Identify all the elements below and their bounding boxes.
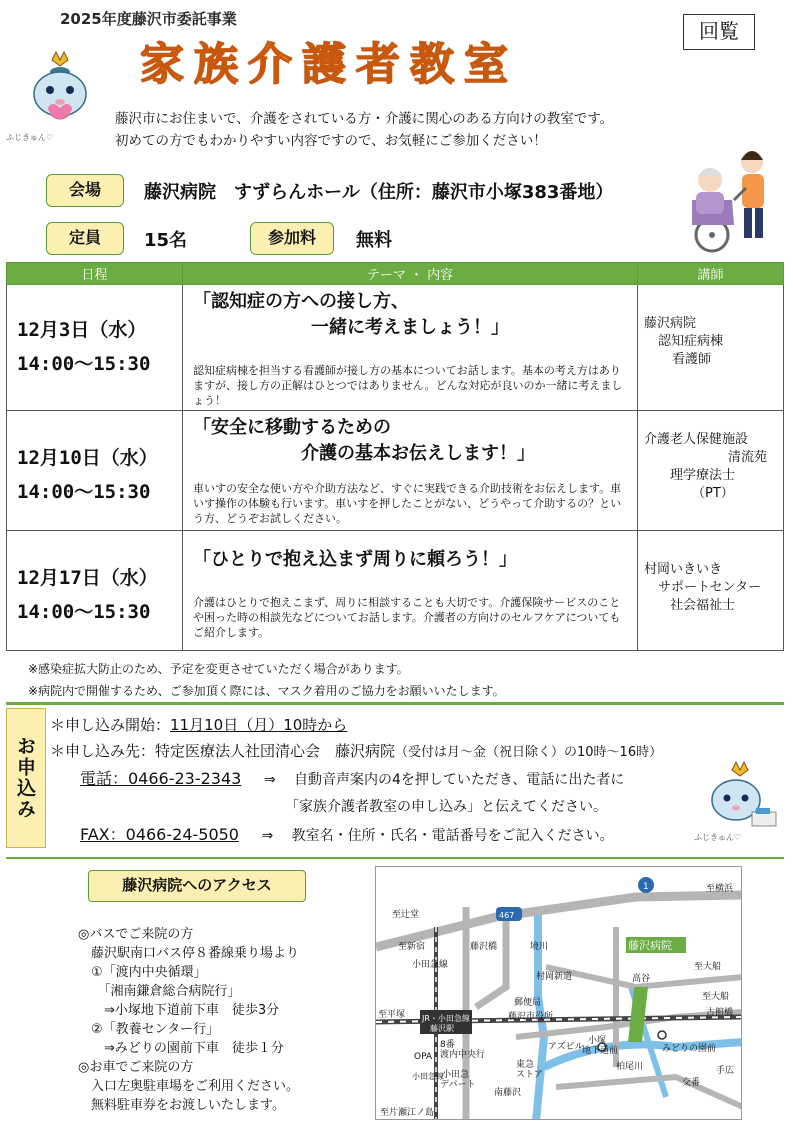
fax-row [80,822,614,849]
map-label: 地下道前 [582,1046,619,1056]
session-lecturer-cell [638,411,784,531]
phone-instruction-2: 「家族介護者教室の申し込み」と伝えてください。 [285,799,607,815]
arrow-icon: ⇒ [263,772,276,788]
map-label: 境川 [530,942,549,952]
header-theme: テーマ ・ 内容 [183,263,638,285]
map-label: 467 [499,911,515,920]
divider [6,857,784,859]
session-time: 14:00～15:30 [17,353,151,375]
session-theme-cell [183,411,638,531]
lecturer-line: 認知症病棟 [658,334,724,349]
application-side-label: お申込み [6,708,46,848]
map-label: 南藤沢 [494,1088,522,1098]
access-line: ⇒みどりの園前下車 徒歩１分 [78,1041,284,1056]
lecturer-line: （PT） [692,486,734,501]
map-labels [378,882,734,1118]
session-time: 14:00～15:30 [17,481,151,503]
session-date-cell [7,285,183,411]
fee-label: 参加料 [250,222,334,255]
session-description: 介護はひとりで抱えこまず、周りに相談することも大切です。介護保険サービスのことや困った時の相談先などについてお話します。介護者の方向けのセルフケアについてもご紹介します。 [193,596,621,639]
session-theme-cell [183,531,638,651]
divider [6,702,784,705]
session-theme-title-2: 介護の基本お伝えします！」 [301,443,535,464]
map-label: OPA [414,1052,433,1062]
fax-instruction: 教室名・住所・氏名・電話番号をご記入ください。 [291,828,614,844]
map-label: ストア [516,1070,543,1080]
access-directions [78,925,299,1115]
map-svg [376,867,742,1120]
mascot-icon [20,48,100,128]
table-row [7,531,784,651]
application-start-value: 11月10日（月）10時から [170,716,348,734]
application-destination [50,738,662,766]
map-label: 小田急線 [412,1072,444,1081]
note-line: ※病院内で開催するため、ご参加頂く際には、マスク着用のご協力をお願いいたします。 [28,684,505,698]
note-line: ※感染症拡大防止のため、予定を変更させていただく場合があります。 [28,662,409,676]
lecturer-line: 社会福祉士 [670,598,736,613]
lecturer-line: サポートセンター [658,580,762,595]
access-line: ②「教養センター行」 [78,1022,220,1037]
schedule-table [6,262,784,651]
session-description: 車いすの安全な使い方や介助方法など、すぐに実践できる介助技術をお伝えします。車いす操作の体験も行います。車いすを押したことがない、どうやって介助するの？という方、どうぞお試しください。 [193,482,622,525]
map-label: 藤沢病院 [628,939,672,952]
page-title: 家族介護者教室 [140,39,518,90]
access-line: ◎バスでご来院の方 [78,927,194,942]
table-row [7,411,784,531]
session-description: 認知症病棟を担当する看護師が接し方の基本についてお話します。基本の考え方はありますが、接し方の正解はひとつではありません。どんな対応が良いのか一緒に考えましょう！ [193,364,623,407]
lecturer-line: 藤沢病院 [644,316,697,331]
session-date: 12月17日（水） [17,567,158,589]
lecturer-line: 村岡いきいき [644,562,723,577]
lecturer-line: 清流苑 [728,450,768,465]
capacity-label: 定員 [46,222,124,255]
schedule-header-row [7,263,784,285]
caregiver-illustration [672,140,782,255]
arrow-icon: ⇒ [261,828,274,844]
session-theme-title: 「認知症の方への接し方、 [193,291,409,312]
session-lecturer-cell [638,531,784,651]
notes [28,658,505,702]
map-label: 古館橋 [706,1008,734,1018]
session-date: 12月3日（水） [17,319,147,341]
access-map [375,866,742,1120]
session-theme-cell [183,285,638,411]
subtitle: 2025年度藤沢市委託事業 [60,10,237,28]
access-line: ◎お車でご来院の方 [78,1060,194,1075]
intro-text [115,108,675,152]
access-line: 藤沢駅南口バス停８番線乗り場より [78,946,300,961]
map-label: 至新宿 [398,942,426,952]
phone-row [80,766,624,793]
table-row [7,285,784,411]
phone-instruction-1: 自動音声案内の4を押していただき、電話に出た者に [294,772,625,788]
session-theme-title: 「ひとりで抱え込まず周りに頼ろう！」 [193,549,517,570]
map-label: 小田急線 [412,960,449,970]
kairan-box: 回覧 [683,14,755,50]
map-label: 高谷 [632,974,651,984]
venue-label: 会場 [46,174,124,207]
venue-value: 藤沢病院 すずらんホール（住所：藤沢市小塚383番地） [144,182,614,203]
map-label: 至大船 [694,962,722,972]
map-label: 至大船 [702,992,730,1002]
wheelchair-icon [672,140,782,255]
lecturer-line: 理学療法士 [670,468,736,483]
road-route1 [376,895,742,947]
map-label: 村岡新道 [536,972,573,982]
map-label: 柏尾川 [616,1062,644,1072]
capacity-value: 15名 [144,230,188,251]
map-label: 至横浜 [706,884,734,894]
map-label: 渡内中央行 [440,1050,486,1060]
map-label: 藤沢市役所 [508,1012,554,1022]
header-lecturer: 講師 [638,263,784,285]
map-label: 東急 [516,1060,535,1070]
map-label: 至片瀬江ノ島 [380,1108,435,1118]
access-line: ①「渡内中央循環」 [78,965,207,980]
mascot-illustration-2 [694,760,785,855]
application-start [50,712,347,738]
access-title: 藤沢病院へのアクセス [88,870,306,902]
map-label: 至辻堂 [392,910,420,920]
header-date: 日程 [7,263,183,285]
map-label: JR・小田急線 [422,1014,470,1023]
map-label: 藤沢駅 [430,1024,454,1033]
fee-value: 無料 [356,230,392,251]
mascot-caption: ふじきゅん♡ [694,833,742,842]
application-dest-hours: （受付は月～金（祝日除く）の10時～16時） [395,745,663,760]
map-label: デパート [440,1080,476,1090]
intro-line-2: 初めての方でもわかりやすい内容ですので、お気軽にご参加ください！ [115,133,547,149]
fax-number: FAX：0466-24-5050 [80,825,239,844]
lecturer-line: 介護老人保健施設 [644,432,749,447]
session-date-cell [7,411,183,531]
access-line: 無料駐車券をお渡しいたします。 [78,1098,285,1113]
access-line: 入口左奥駐車場をご利用ください。 [78,1079,300,1094]
map-label: 交番 [682,1078,701,1088]
application-start-label: ＊申し込み開始： [50,716,171,734]
map-label: 郵便局 [514,998,542,1008]
intro-line-1: 藤沢市にお住まいで、介護をされている方・介護に関心のある方向けの教室です。 [115,111,614,127]
mascot-icon [700,760,780,832]
session-theme-title: 「安全に移動するための [193,417,391,438]
session-time: 14:00～15:30 [17,601,151,623]
mascot-caption: ふじきゅん♡ [6,133,54,142]
session-date: 12月10日（水） [17,447,158,469]
mascot-illustration [6,48,100,142]
session-date-cell [7,531,183,651]
phone-number: 電話：0466-23-2343 [80,769,242,788]
session-lecturer-cell [638,285,784,411]
map-label: 1 [643,882,649,892]
lecturer-line: 看護師 [672,352,712,367]
map-label: 8番 [440,1040,455,1050]
map-label: 小塚 [588,1036,607,1046]
session-theme-title-2: 一緒に考えましょう！」 [311,317,509,338]
map-label: みどりの園前 [662,1044,717,1054]
access-line: 「湘南鎌倉総合病院行」 [78,984,241,999]
map-label: アズビル [548,1042,584,1052]
map-label: 小田急 [442,1070,470,1080]
map-label: 至平塚 [378,1010,406,1020]
access-line: ⇒小塚地下道前下車 徒歩3分 [78,1003,280,1018]
map-label: 手広 [716,1066,735,1076]
application-dest-label: ＊申し込み先：特定医療法人社団清心会 藤沢病院 [50,742,396,760]
map-label: 藤沢橋 [470,942,498,952]
